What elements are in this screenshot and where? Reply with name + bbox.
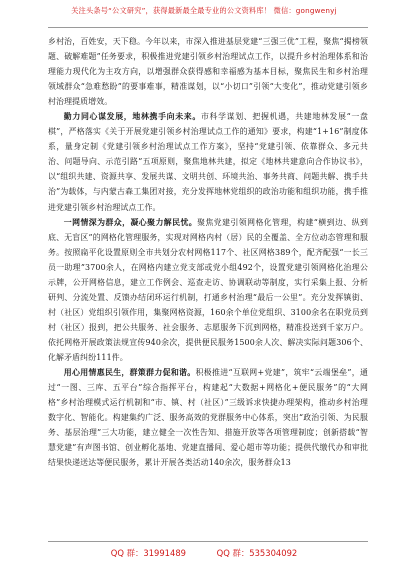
paragraph-text: 市科学谋划、把握机遇，共建地林发展“一盘棋”，严格落实《关于开展党建引领乡村治理试点工作的通知》要求，构建“1+16”制度体系，量身定制《党建引领乡村治理试点工作方案》，坚持“党建引领、依靠群众、多元共治、问题导向、示范引路”五项原则，聚焦地林共建，拟定《地林共建意向合作协议书》，以“组织共建、资源共享、发展共谋、文明共创、环境共治、事务共商、问题共解、携手共治”为载体，与内蒙古森工集团对接，充分发挥地林党组织的政治功能和组织功能，携手推进党建引领乡村治理试点工作。 (48, 112, 368, 212)
paragraph-grid (48, 215, 368, 365)
paragraph-text: 乡村治，百姓安，天下稳。今年以来，市深入推进基层党建“三强三优”工程，聚焦“揭榜领题、破解难题”任务要求，积极推进党建引领乡村治理试点工作，以提升乡村治理体系和治理能力现代化为主攻方向，以增强群众获得感和幸福感为基本目标，聚焦民生和乡村治理领域群众“急难愁盼”的要事难事，精准谋划，以“小切口”引领“大变化”，推动党建引领乡村治理提质增效。 (48, 37, 368, 107)
footer-qq-group-1: QQ 群：31991489 (110, 548, 186, 558)
footer-qq-group-2: QQ 群：535304092 (216, 548, 298, 558)
document-body (48, 34, 368, 537)
header-divider (48, 27, 368, 28)
header-banner: 关注头条号“公文研究”，获得最新最全最专业的公文资料库！ 微信：gongwenyj (71, 6, 337, 15)
footer-divider (48, 541, 368, 542)
footer-contacts (0, 547, 408, 559)
paragraph-text: 聚焦党建引领网格化管理，构建“横到边、纵到底、无盲区”的网格化管理服务，实现对网格内村（居）民的全覆盖、全方位动态管理和服务。按照扁平化设置原则全市共划分农村网格117个、社区网格389个，配齐配强“一长三员一助理”3700余人，在网格内建立党支部或党小组492个，设置党建引领网格化治理公示牌，公开网格信息，建立工作例会、巡查走访、协调联动等制度，实行采集上报、分析研判、分流处置、反馈办结闭环运行机制，打通乡村治理“最后一公里”。充分发挥镇街、村（社区）党组织引领作用，集聚网格资源，160余个单位党组织、3100余名在职党员到村（社区）报到，把公共服务、社会服务、志愿服务下沉到网格，精准投送到千家万户。依托网格开展政策法规宣传940余次，提供便民服务1500余人次、解决实际问题306个、化解矛盾纠纷111件。 (48, 217, 368, 362)
paragraph-intro (48, 34, 368, 109)
paragraph-development (48, 109, 368, 214)
paragraph-text: 积极推进“互联网+党建”，筑牢“云端堡垒”，通过“一图、三库、五平台”综合指挥平台，构建起“大数据+网格化+便民服务”的“大网格”乡村治理模式运行机制和“市、镇、村（社区）”三级诉求快捷办理架构，推动乡村治理数字化、智能化。构建集约广泛、服务高效的党群服务中心体系，突出“政治引领、为民服务、基层治理”三大功能，建立健全一次性告知、措施开放等各项管理制度；创新搭载“智慧党建”有声图书馆、创业孵化基地、党建直播间、爱心超市等功能；提供代缴代办和审批结果快递送达等便民服务，累计开展各类活动140余次，服务群众13 (48, 368, 368, 468)
section-heading: 用心用情惠民生，群策群力促和谐。 (63, 368, 196, 378)
section-heading: 一网情深为群众，凝心聚力解民忧。 (63, 217, 198, 227)
paragraph-livelihood (48, 365, 368, 470)
section-heading: 勤力同心谋发展，地林携手向未来。 (63, 112, 201, 122)
